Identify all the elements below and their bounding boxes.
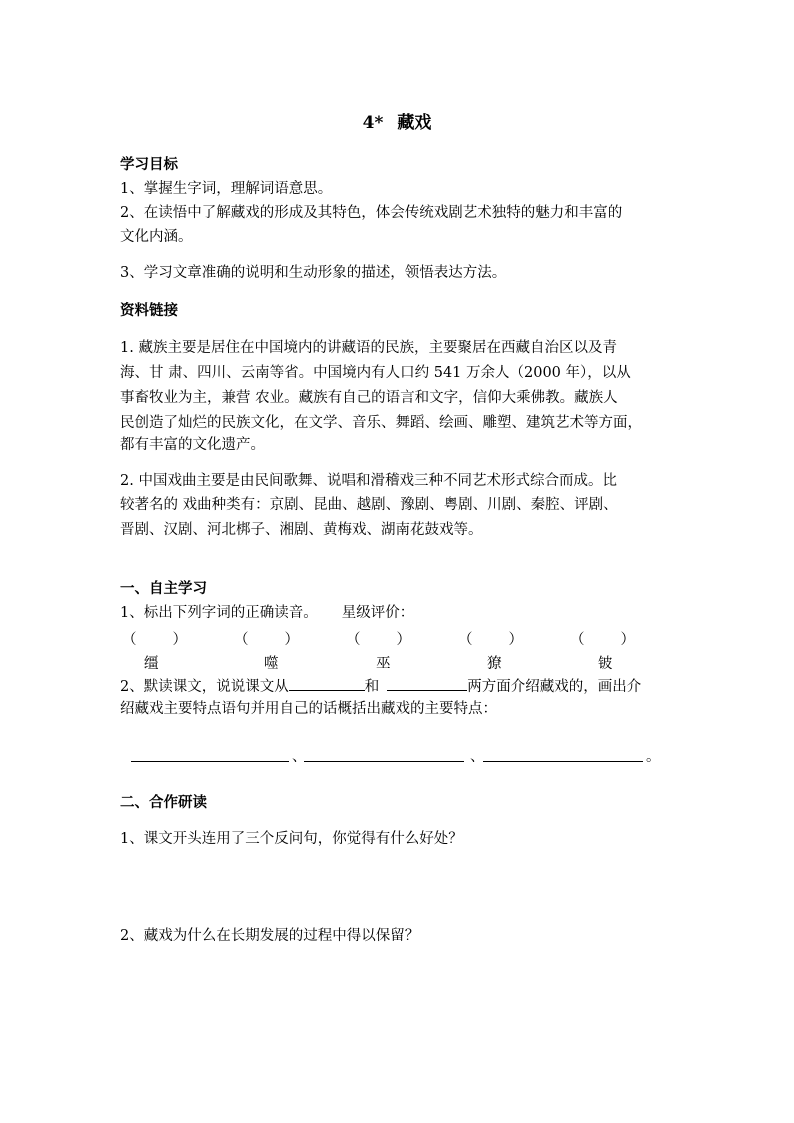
answer-line[interactable] xyxy=(483,761,643,762)
lesson-title: 藏戏 xyxy=(397,113,432,133)
materials-p1-line: 事畜牧业为主，兼营 农业。藏族有自己的语言和文字，信仰大乘佛教。藏族人 xyxy=(120,390,618,406)
answer-line[interactable] xyxy=(131,761,289,762)
pinyin-question: 1、标出下列字词的正确读音。 xyxy=(120,605,318,621)
pinyin-answer-blank[interactable]: （ ） xyxy=(570,632,635,648)
pinyin-answer-blank[interactable]: （ ） xyxy=(458,632,523,648)
goal-item-2-line-2: 文化内涵。 xyxy=(120,229,193,245)
goals-heading: 学习目标 xyxy=(120,156,178,173)
vocab-char: 铍 xyxy=(598,656,613,672)
section1-q2-line-1: 2、默读课文，说说课文从 和 两方面介绍藏戏的，画出介 xyxy=(120,676,641,696)
vocab-char: 缰 xyxy=(144,656,159,672)
separator: 、 xyxy=(292,749,307,765)
section2-q1: 1、课文开头连用了三个反问句，你觉得有什么好处？ xyxy=(120,831,463,847)
lesson-number: 4* xyxy=(362,113,384,133)
section1-q1 xyxy=(120,604,414,622)
page-title xyxy=(0,108,794,133)
vocab-char: 噬 xyxy=(264,656,279,672)
materials-heading: 资料链接 xyxy=(120,302,178,319)
section1-heading: 一、自主学习 xyxy=(120,580,207,597)
materials-p2-line: 晋剧、汉剧、河北梆子、湘剧、黄梅戏、湖南花鼓戏等。 xyxy=(120,522,483,538)
materials-p1-line: 民创造了灿烂的民族文化，在文学、音乐、舞蹈、绘画、雕塑、建筑艺术等方面， xyxy=(120,415,642,431)
materials-p1-line: 都有丰富的文化遗产。 xyxy=(120,437,265,453)
answer-blank[interactable] xyxy=(289,676,365,691)
pinyin-answer-blank[interactable]: （ ） xyxy=(122,632,187,648)
section2-heading: 二、合作研读 xyxy=(120,794,207,811)
goal-item-2-line-1: 2、在读悟中了解藏戏的形成及其特色，体会传统戏剧艺术独特的魅力和丰富的 xyxy=(120,205,623,221)
end-mark: 。 xyxy=(646,749,661,765)
section1-q2-line-2: 绍藏戏主要特点语句并用自己的话概括出藏戏的主要特点： xyxy=(120,701,497,717)
separator: 、 xyxy=(470,749,485,765)
pinyin-answer-blank[interactable]: （ ） xyxy=(234,632,299,648)
answer-line[interactable] xyxy=(304,761,464,762)
goal-item-1: 1、掌握生字词，理解词语意思。 xyxy=(120,181,333,197)
pinyin-answer-blank[interactable]: （ ） xyxy=(346,632,411,648)
goal-item-3: 3、学习文章准确的说明和生动形象的描述，领悟表达方法。 xyxy=(120,265,507,281)
star-rating-label: 星级评价： xyxy=(341,605,415,621)
answer-blank[interactable] xyxy=(387,676,467,691)
section2-q2: 2、藏戏为什么在长期发展的过程中得以保留？ xyxy=(120,928,420,944)
materials-p2-line: 2. 中国戏曲主要是由民间歌舞、说唱和滑稽戏三种不同艺术形式综合而成。比 xyxy=(120,473,617,489)
materials-p1-line: 海、甘 肃、四川、云南等省。中国境内有人口约 541 万余人（2000 年），以从 xyxy=(120,365,631,381)
materials-p2-line: 较著名的 戏曲种类有：京剧、昆曲、越剧、豫剧、粤剧、川剧、秦腔、评剧、 xyxy=(120,497,618,513)
vocab-char: 巫 xyxy=(376,656,391,672)
vocab-char: 獠 xyxy=(487,656,502,672)
materials-p1-line: 1. 藏族主要是居住在中国境内的讲藏语的民族，主要聚居在西藏自治区以及青 xyxy=(120,340,617,356)
